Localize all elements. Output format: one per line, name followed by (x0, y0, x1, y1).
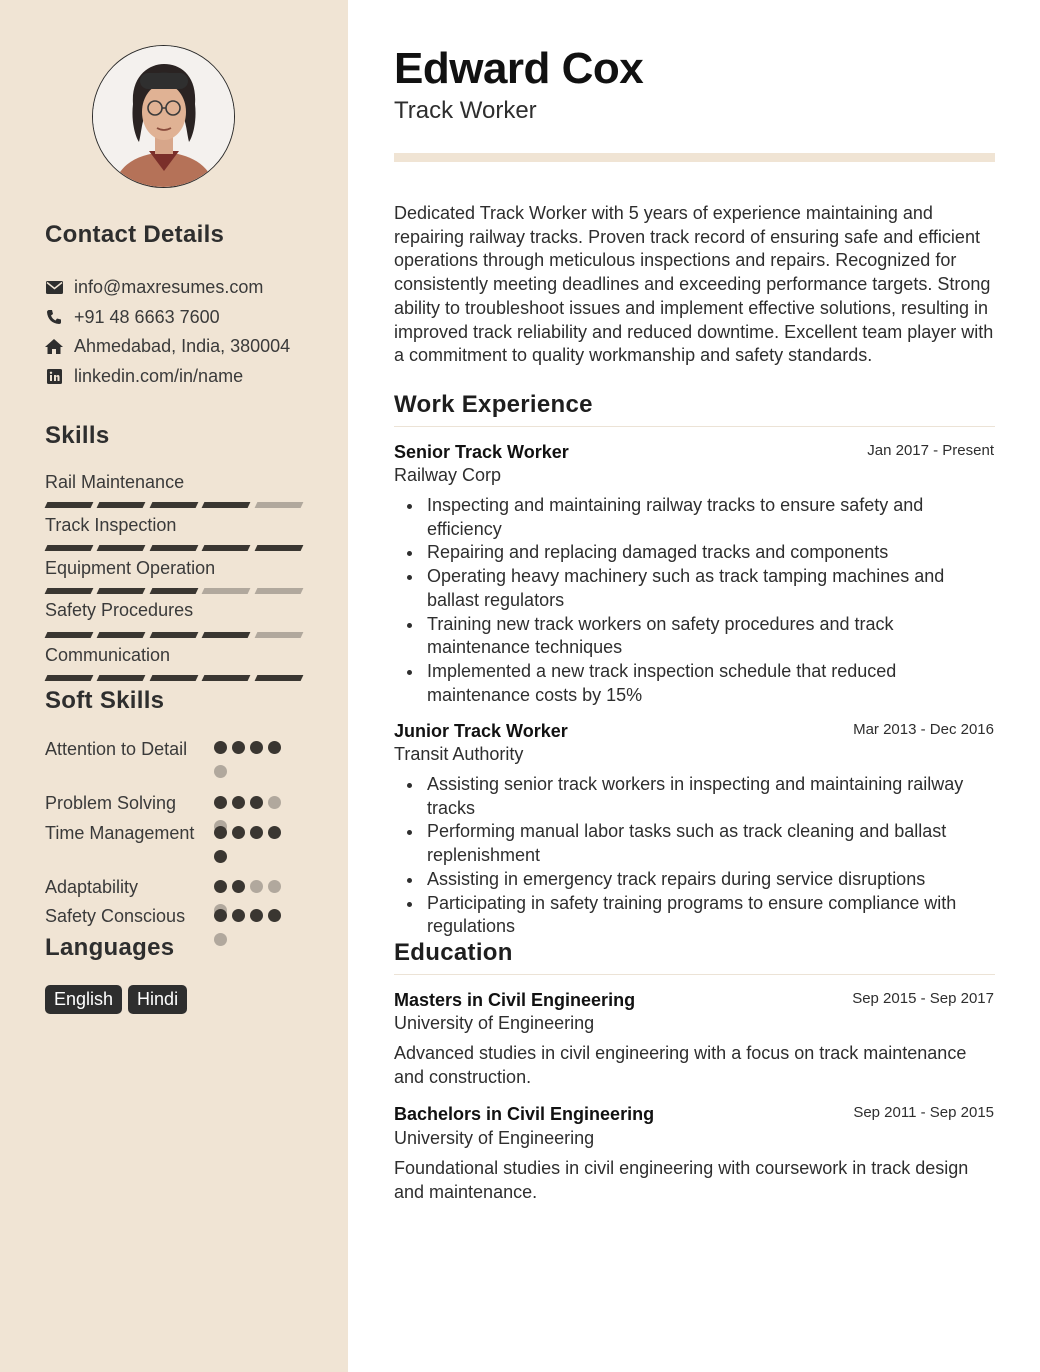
skill-level-segment (45, 502, 94, 508)
soft-skill-dots (214, 741, 289, 778)
skill-level-bar (46, 632, 302, 638)
list-item: Repairing and replacing damaged tracks and components (394, 541, 984, 565)
soft-skill-dot (214, 909, 227, 922)
contact-heading: Contact Details (45, 221, 225, 248)
soft-skill-dot (268, 909, 281, 922)
company-1: Railway Corp (394, 465, 502, 485)
soft-skill-dot (232, 826, 245, 839)
soft-skill-dot (214, 796, 227, 809)
soft-skill-dot (268, 826, 281, 839)
skill-level-segment (149, 675, 198, 681)
skill-level-segment (202, 632, 251, 638)
soft-skill-dot (232, 909, 245, 922)
skill-level-bar (46, 545, 302, 551)
list-item: Training new track workers on safety procedures and track maintenance techniques (394, 613, 984, 660)
skill-level-segment (97, 632, 146, 638)
soft-skill-name: Attention to Detail (45, 739, 188, 759)
job-dates-1: Jan 2017 - Present (867, 442, 994, 459)
edu-dates-1: Sep 2015 - Sep 2017 (852, 990, 994, 1007)
edu-dates-2: Sep 2011 - Sep 2015 (853, 1104, 994, 1121)
skill-level-segment (254, 675, 303, 681)
soft-skill-dot (214, 850, 227, 863)
job-title: Track Worker (394, 97, 537, 124)
soft-skill-dot (250, 796, 263, 809)
job-title-2: Junior Track Worker (394, 721, 568, 741)
soft-skill-name: Safety Conscious (45, 906, 186, 926)
skill-name: Communication (45, 645, 171, 665)
list-item: Inspecting and maintaining railway tracks to ensure safety and efficiency (394, 494, 984, 541)
skill-level-segment (149, 502, 198, 508)
soft-skill-dot (250, 826, 263, 839)
list-item: Implemented a new track inspection schedule that reduced maintenance costs by 15% (394, 660, 984, 707)
sidebar (0, 0, 348, 1372)
soft-skill-dot (232, 880, 245, 893)
contact-email[interactable] (45, 275, 263, 299)
contact-address (45, 334, 290, 358)
company-2: Transit Authority (394, 744, 524, 764)
job-dates-2: Mar 2013 - Dec 2016 (853, 721, 994, 738)
soft-skill-dot (268, 796, 281, 809)
soft-skill-dot (268, 880, 281, 893)
job-bullets-2 (394, 773, 984, 939)
skill-level-segment (149, 545, 198, 551)
soft-skill-dot (214, 933, 227, 946)
skill-level-bar (46, 502, 302, 508)
skill-level-segment (45, 545, 94, 551)
section-divider (394, 426, 995, 427)
soft-skill-dot (232, 796, 245, 809)
edu-description-1: Advanced studies in civil engineering with a focus on track maintenance and construction. (394, 1043, 967, 1087)
soft-skill-dot (250, 741, 263, 754)
languages-heading: Languages (45, 934, 175, 961)
soft-skill-dot (214, 765, 227, 778)
soft-skill-dot (214, 880, 227, 893)
skill-level-segment (202, 502, 251, 508)
profile-photo (92, 45, 235, 188)
soft-skill-name: Problem Solving (45, 793, 177, 813)
skill-name: Equipment Operation (45, 558, 216, 578)
summary-text: Dedicated Track Worker with 5 years of experience maintaining and repairing railway tracks. Proven track record of ensuring safe and efficient operations through meticulous inspections and repairs. Recognized for consistently meeting deadlines and exceeding performance targets. Strong ability to troubleshoot issues and implement effective solutions, resulting in improved track reliability and reduced downtime. Excellent team player with a commitment to quality workmanship and safety standards. (394, 203, 994, 366)
school-2: University of Engineering (394, 1128, 595, 1148)
job-title-1: Senior Track Worker (394, 442, 569, 462)
soft-skill-dot (214, 741, 227, 754)
skills-heading: Skills (45, 422, 110, 449)
degree-2: Bachelors in Civil Engineering (394, 1104, 655, 1124)
soft-skill-dots (214, 909, 289, 946)
soft-skill-dot (214, 826, 227, 839)
edu-description-2: Foundational studies in civil engineering with coursework in track design and maintenance. (394, 1158, 969, 1202)
skill-level-segment (254, 502, 303, 508)
list-item: Assisting in emergency track repairs during service disruptions (394, 868, 984, 892)
skill-level-segment (97, 588, 146, 594)
skill-level-segment (149, 632, 198, 638)
skill-level-segment (97, 545, 146, 551)
list-item: Assisting senior track workers in inspecting and maintaining railway tracks (394, 773, 984, 820)
home-icon (45, 337, 63, 355)
skill-level-segment (254, 632, 303, 638)
skill-level-segment (97, 675, 146, 681)
skill-level-bar (46, 675, 302, 681)
contact-linkedin-text: linkedin.com/in/name (74, 365, 244, 386)
skill-level-segment (202, 675, 251, 681)
header-divider (394, 153, 995, 162)
section-divider (394, 974, 995, 975)
contact-email-text: info@maxresumes.com (74, 276, 264, 297)
school-1: University of Engineering (394, 1013, 595, 1033)
skill-level-segment (45, 675, 94, 681)
soft-skill-name: Time Management (45, 823, 195, 843)
list-item: Participating in safety training programs to ensure compliance with regulations (394, 892, 984, 939)
education-heading: Education (394, 939, 513, 966)
contact-linkedin[interactable] (45, 364, 243, 388)
skill-name: Safety Procedures (45, 600, 194, 620)
language-badge: Hindi (128, 985, 187, 1014)
phone-icon (45, 308, 63, 326)
language-badge: English (45, 985, 122, 1014)
skill-level-segment (149, 588, 198, 594)
work-experience-heading: Work Experience (394, 391, 593, 418)
soft-skills-heading: Soft Skills (45, 687, 165, 714)
skill-level-segment (202, 588, 251, 594)
contact-phone-text: +91 48 6663 7600 (74, 306, 220, 327)
soft-skill-dot (250, 880, 263, 893)
skill-name: Track Inspection (45, 515, 177, 535)
skill-level-segment (45, 588, 94, 594)
skill-level-segment (202, 545, 251, 551)
soft-skill-dot (250, 909, 263, 922)
soft-skill-name: Adaptability (45, 877, 139, 897)
skill-level-segment (45, 632, 94, 638)
list-item: Performing manual labor tasks such as track cleaning and ballast replenishment (394, 820, 984, 867)
skill-name: Rail Maintenance (45, 472, 185, 492)
languages-list (45, 985, 187, 1014)
skill-level-segment (254, 588, 303, 594)
linkedin-icon (45, 367, 63, 385)
envelope-icon (45, 278, 63, 296)
contact-address-text: Ahmedabad, India, 380004 (74, 335, 291, 356)
soft-skill-dot (232, 741, 245, 754)
job-bullets-1 (394, 494, 984, 707)
skill-level-segment (254, 545, 303, 551)
degree-1: Masters in Civil Engineering (394, 990, 636, 1010)
skill-level-segment (97, 502, 146, 508)
person-name: Edward Cox (394, 44, 644, 93)
soft-skill-dots (214, 826, 289, 863)
contact-phone[interactable] (45, 305, 220, 329)
soft-skill-dot (268, 741, 281, 754)
skill-level-bar (46, 588, 302, 594)
list-item: Operating heavy machinery such as track tamping machines and ballast regulators (394, 565, 984, 612)
